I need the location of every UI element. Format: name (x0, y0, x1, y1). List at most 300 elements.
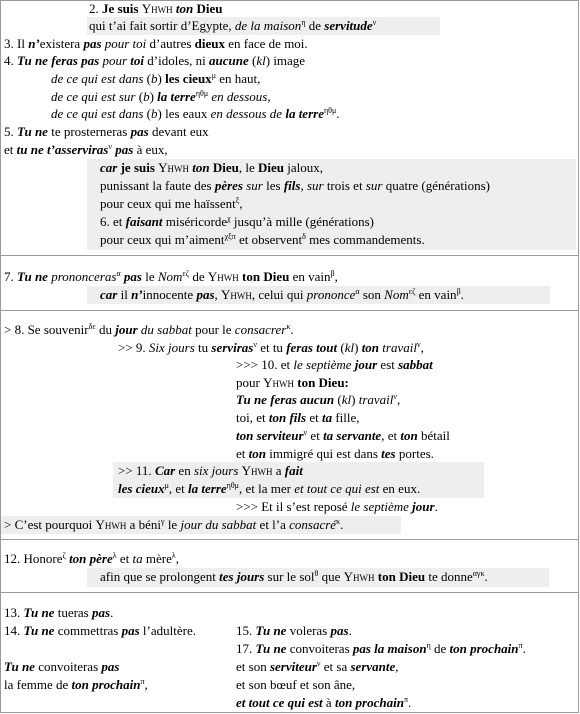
text-segment: la terre (188, 481, 227, 496)
text-segment: six jours (193, 463, 239, 478)
divine-name: Yhwh (95, 517, 127, 532)
text-segment: ) (351, 392, 359, 407)
text-segment: jour (115, 322, 138, 337)
text-segment: . (348, 623, 352, 638)
text-segment: Nom (157, 269, 183, 284)
text-line (100, 232, 425, 249)
footnote-mark: δ (302, 232, 306, 241)
text-segment: que (318, 569, 344, 584)
footnote-mark: ν (416, 340, 421, 349)
footnote-mark: η (301, 18, 306, 27)
footnote-mark: ν (108, 142, 112, 151)
text-segment: , (300, 178, 307, 193)
text-segment: b (143, 89, 150, 104)
text-segment: je suis (120, 160, 155, 175)
text-segment: et son bœuf et son âne, (236, 677, 356, 692)
text-segment: à eux, (133, 142, 168, 157)
text-segment: ton prochain (334, 695, 404, 710)
text-segment: travail (358, 392, 394, 407)
footnote-mark: ν (372, 18, 377, 27)
text-segment: serviras (211, 340, 254, 355)
text-segment: . (484, 569, 488, 584)
text-segment: . (408, 695, 412, 710)
text-segment: du (95, 322, 116, 337)
text-segment: toi (130, 53, 145, 68)
text-segment: . (110, 605, 114, 620)
text-segment: pour toi (104, 36, 147, 51)
text-segment: bétail (417, 428, 450, 443)
text-segment: mes commandements. (305, 232, 425, 247)
text-segment: et l’a (256, 517, 290, 532)
text-segment: serviteur (269, 659, 317, 674)
section-divider (1, 539, 578, 540)
text-segment: , (175, 551, 180, 566)
text-segment: faisant (125, 214, 163, 229)
text-segment: tueras (54, 605, 92, 620)
text-segment: ton (175, 1, 194, 16)
text-segment: en eux. (379, 481, 421, 496)
text-line (236, 357, 433, 374)
text-line (236, 659, 399, 676)
text-segment: jour (412, 499, 435, 514)
footnote-mark: π (403, 695, 408, 704)
text-segment: de ce qui est sur (51, 89, 136, 104)
text-segment: 14. (4, 623, 24, 638)
text-segment: à (322, 695, 335, 710)
text-segment: le septième (293, 357, 352, 372)
text-segment: d’autres (146, 36, 195, 51)
section-divider (1, 255, 578, 256)
text-segment: , celui qui (251, 287, 307, 302)
text-segment: son (359, 287, 385, 302)
text-segment: en dessous, (208, 89, 271, 104)
text-segment: et tout ce qui est (236, 695, 323, 710)
text-segment: 5. (4, 124, 17, 139)
text-segment: jour (354, 357, 378, 372)
text-line (236, 392, 400, 409)
text-segment: pour (236, 375, 264, 390)
text-segment: , (397, 392, 401, 407)
text-segment: le (141, 269, 158, 284)
footnote-mark: ηθμ (323, 106, 337, 115)
text-segment: 2. (89, 1, 102, 16)
text-segment: ta servante (323, 428, 382, 443)
text-segment: travail (382, 340, 417, 355)
text-segment: ton Dieu (377, 569, 426, 584)
text-segment: jaloux, (284, 160, 324, 175)
text-segment: qui t’ai fait sortir d’Egypte, (89, 18, 235, 33)
divine-name: Yhwh (158, 160, 190, 175)
footnote-mark: ηθμ (226, 481, 239, 490)
text-segment: de la maison (234, 18, 302, 33)
text-line (4, 269, 338, 286)
text-segment: afin que se prolongent (100, 569, 220, 584)
text-segment: sur (246, 178, 263, 193)
text-segment: du sabbat (140, 322, 192, 337)
text-segment: et (236, 446, 249, 461)
text-line (236, 375, 349, 392)
text-segment: trois et (323, 178, 366, 193)
text-segment: ( (337, 340, 345, 355)
text-line (118, 481, 420, 498)
footnote-mark: β (456, 287, 461, 296)
text-segment: d’idoles, ni (144, 53, 210, 68)
footnote-mark: θ (314, 569, 319, 578)
text-line (51, 106, 340, 123)
text-segment: et (306, 410, 322, 425)
text-segment: ton (400, 428, 418, 443)
text-segment: en dessous de (210, 106, 283, 121)
text-segment: . (522, 641, 526, 656)
text-segment: fait (284, 463, 303, 478)
text-segment: 13. (4, 605, 24, 620)
divine-name: Yhwh (221, 287, 252, 302)
text-segment: il (117, 287, 132, 302)
text-segment: prononce (306, 287, 356, 302)
text-segment: ton père (69, 551, 113, 566)
footnote-mark: ν (253, 340, 257, 349)
text-segment: . (434, 499, 438, 514)
text-segment: pas (115, 142, 134, 157)
text-segment: Tu ne (17, 269, 48, 284)
text-segment: Nom (384, 287, 409, 302)
text-segment: 3. Il (4, 36, 29, 51)
text-segment: et son (236, 659, 270, 674)
text-segment: , (239, 196, 243, 211)
text-segment: pour ceux qui m’aiment (100, 232, 225, 247)
text-segment: ( (143, 106, 152, 121)
footnote-mark: ν (303, 428, 308, 437)
text-segment: pas la maison (352, 641, 427, 656)
text-segment: , et (168, 481, 189, 496)
text-segment: Dieu (258, 160, 285, 175)
text-line (4, 322, 294, 339)
text-segment: ton serviteur (236, 428, 304, 443)
text-segment: la femme de (4, 677, 72, 692)
text-segment: et tout ce qui est (294, 481, 380, 496)
text-line (51, 71, 260, 88)
text-segment: 12. Honore (4, 551, 63, 566)
text-segment: pas (92, 605, 111, 620)
text-segment: >> 9. (118, 340, 149, 355)
text-segment: quatre (générations) (382, 178, 490, 193)
text-line (100, 569, 488, 586)
text-segment: et (116, 551, 133, 566)
text-segment: Tu ne feras aucun (236, 392, 335, 407)
text-segment: ton Dieu (242, 269, 290, 284)
text-segment: ) les eaux (157, 106, 211, 121)
text-segment: pas (123, 269, 142, 284)
text-segment: tes jours (219, 569, 265, 584)
text-segment: en haut, (215, 71, 261, 86)
text-segment: toi, et (236, 410, 269, 425)
text-segment: , (334, 269, 338, 284)
text-segment: en face de moi. (225, 36, 308, 51)
text-segment: en vain (415, 287, 457, 302)
footnote-mark: ν (316, 659, 321, 668)
text-segment: a béni (126, 517, 162, 532)
text-segment: ) (149, 89, 158, 104)
text-segment: jusqu’à mille (générations) (230, 214, 374, 229)
text-segment: ton fils (268, 410, 307, 425)
text-segment: les cieux (118, 481, 165, 496)
footnote-mark: β (330, 269, 335, 278)
text-segment: devant eux (148, 124, 209, 139)
text-segment: pour (102, 53, 128, 68)
text-line (236, 695, 411, 712)
text-line (4, 517, 343, 534)
text-segment: ta (132, 551, 143, 566)
text-segment: existera (39, 36, 84, 51)
footnote-mark: μ (164, 481, 169, 490)
text-segment: Tu ne feras pas (17, 53, 100, 68)
text-segment: en (175, 463, 194, 478)
text-segment: et (4, 142, 17, 157)
text-segment: feras tout (286, 340, 338, 355)
text-line (100, 214, 374, 231)
text-segment: . (336, 106, 340, 121)
text-segment: la terre (157, 89, 196, 104)
text-segment: pas (121, 623, 140, 638)
text-segment: ( (135, 89, 144, 104)
text-segment: Je suis (102, 1, 142, 16)
text-segment: , et la mer (238, 481, 295, 496)
text-segment: b (151, 106, 158, 121)
text-segment: sur (306, 178, 324, 193)
text-segment: ) image (265, 53, 306, 68)
text-line (4, 53, 305, 70)
text-line (4, 677, 148, 694)
text-segment: tu (194, 340, 212, 355)
text-line (236, 677, 355, 694)
text-segment: ton Dieu: (297, 375, 349, 390)
text-segment: le (164, 517, 181, 532)
footnote-mark: λ (112, 551, 117, 560)
text-segment: 17. (236, 641, 256, 656)
text-line (4, 623, 196, 640)
text-segment: a (272, 463, 285, 478)
text-segment: > C’est pourquoi (4, 517, 96, 532)
text-segment: aucune (209, 53, 249, 68)
text-segment: , le (238, 160, 259, 175)
text-segment: la terre (285, 106, 324, 121)
text-segment: dieux (194, 36, 226, 51)
text-segment: miséricorde (162, 214, 228, 229)
text-segment: les cieux (165, 71, 212, 86)
text-segment: immigré qui est dans (265, 446, 382, 461)
text-segment: pas (101, 659, 120, 674)
text-segment: ( (248, 53, 257, 68)
text-segment: 7. (4, 269, 17, 284)
text-segment: 6. et (100, 214, 126, 229)
section-divider (1, 592, 578, 593)
text-segment: jour du sabbat (180, 517, 257, 532)
footnote-mark: αγκ (472, 569, 485, 578)
text-segment: pour le (191, 322, 235, 337)
text-segment: pas (196, 287, 215, 302)
text-segment: convoiteras (34, 659, 102, 674)
text-line (100, 160, 323, 177)
text-line (236, 641, 526, 658)
text-segment: 15. (236, 623, 256, 638)
text-segment: te donne (425, 569, 473, 584)
text-segment: de ce qui est dans (51, 71, 144, 86)
text-segment: innocente (142, 287, 197, 302)
text-segment: pères (214, 178, 243, 193)
text-line (4, 605, 113, 622)
text-segment: consacrer (234, 322, 287, 337)
footnote-mark: η (426, 641, 431, 650)
footnote-mark: ηθμ (195, 89, 209, 98)
text-segment: ( (334, 392, 342, 407)
text-segment: pas (83, 36, 102, 51)
text-segment: de (189, 269, 208, 284)
text-segment: 4. (4, 53, 17, 68)
text-segment: mère (142, 551, 172, 566)
text-segment: et tu (256, 340, 287, 355)
text-segment: sur (365, 178, 383, 193)
text-segment: . (460, 287, 464, 302)
footnote-mark: ξ (235, 196, 240, 205)
text-segment: punissant la faute des (100, 178, 215, 193)
text-segment: prononceras (51, 269, 117, 284)
text-segment: , (420, 340, 424, 355)
footnote-mark: π (140, 677, 145, 686)
text-segment: fils (283, 178, 301, 193)
text-segment: car (100, 160, 118, 175)
text-segment: Tu ne (23, 623, 55, 638)
footnote-mark: ν (393, 392, 397, 401)
text-segment: en vain (289, 269, 331, 284)
text-segment: voleras (286, 623, 331, 638)
text-line (236, 428, 450, 445)
footnote-mark: εζ (182, 269, 190, 278)
divine-name: Yhwh (263, 375, 294, 390)
text-segment: tes (381, 446, 396, 461)
footnote-mark: π (518, 641, 523, 650)
text-line (4, 551, 179, 568)
text-line (100, 287, 464, 304)
text-segment: portes. (395, 446, 434, 461)
text-segment: et (307, 428, 324, 443)
text-line (100, 196, 243, 213)
text-segment: servitude (324, 18, 373, 33)
text-segment: . (290, 322, 294, 337)
text-line (118, 463, 303, 480)
text-segment: ta (321, 410, 333, 425)
footnote-mark: χ (227, 214, 231, 223)
text-segment: >>> Et il s’est reposé (236, 499, 351, 514)
text-line (4, 36, 308, 53)
text-segment: et observent (235, 232, 303, 247)
text-segment: Tu ne (17, 124, 48, 139)
text-segment: kl (256, 53, 266, 68)
text-segment: Tu ne (23, 605, 55, 620)
divine-name: Yhwh (343, 569, 375, 584)
text-segment: ton (248, 446, 266, 461)
text-segment: les (262, 178, 284, 193)
text-segment: ) (157, 71, 166, 86)
text-segment: Car (154, 463, 176, 478)
text-segment: tu ne t’asserviras (16, 142, 109, 157)
footnote-mark: δε (88, 322, 96, 331)
footnote-mark: α (116, 269, 121, 278)
text-segment: ton (361, 340, 380, 355)
text-segment: le septième (350, 499, 409, 514)
text-segment: Six jours (148, 340, 195, 355)
footnote-mark: λ (171, 551, 176, 560)
text-segment: sabbat (398, 357, 433, 372)
footnote-mark: χξπ (224, 232, 236, 241)
text-segment: commettras (54, 623, 122, 638)
text-segment: ) (354, 340, 362, 355)
footnote-mark: α (355, 287, 360, 296)
text-segment: convoiteras (286, 641, 353, 656)
text-segment: . (340, 517, 344, 532)
text-segment: , (214, 287, 221, 302)
text-line (51, 89, 271, 106)
text-segment: ( (143, 71, 152, 86)
text-segment: et sa (320, 659, 351, 674)
text-segment: Tu ne (4, 659, 35, 674)
text-segment: servante (350, 659, 396, 674)
text-segment: , (395, 659, 399, 674)
text-segment: pas (330, 623, 349, 638)
text-segment: car (100, 287, 118, 302)
text-line (4, 124, 209, 141)
text-line (4, 142, 168, 159)
divine-name: Yhwh (141, 1, 173, 16)
text-line (236, 623, 352, 640)
text-segment: , et (381, 428, 401, 443)
text-segment: l’adultère. (139, 623, 196, 638)
text-line (89, 18, 376, 35)
footnote-mark: ζ (62, 551, 66, 560)
text-segment: Tu ne (255, 641, 287, 656)
text-line (236, 410, 360, 427)
text-segment: de ce qui est dans (51, 106, 144, 121)
text-segment: Dieu (209, 160, 239, 175)
text-line (236, 446, 434, 463)
text-segment: >> 11. (118, 463, 155, 478)
footnote-mark: κ (286, 322, 291, 331)
text-segment: kl (344, 340, 355, 355)
text-segment: fille, (332, 410, 360, 425)
text-line (236, 499, 438, 516)
text-segment: n’ (28, 36, 40, 51)
text-segment: ton prochain (449, 641, 519, 656)
footnote-mark: γ (161, 517, 165, 526)
text-segment: Dieu (193, 1, 223, 16)
text-segment: > 8. Se souvenir (4, 322, 89, 337)
text-segment: b (151, 71, 158, 86)
footnote-mark: εζ (408, 287, 416, 296)
text-segment: de (305, 18, 325, 33)
footnote-mark: μ (211, 71, 216, 80)
text-line (89, 1, 222, 18)
divine-name: Yhwh (207, 269, 239, 284)
text-segment: te prosterneras (47, 124, 131, 139)
text-segment: sur le sol (264, 569, 315, 584)
divine-name: Yhwh (241, 463, 273, 478)
text-segment: , (144, 677, 148, 692)
text-line (100, 178, 490, 195)
text-segment: ton (192, 160, 210, 175)
text-segment: n’ (131, 287, 143, 302)
text-segment: pour ceux qui me haïssent (100, 196, 236, 211)
text-segment: consacré (289, 517, 337, 532)
text-segment: >>> 10. et (236, 357, 294, 372)
